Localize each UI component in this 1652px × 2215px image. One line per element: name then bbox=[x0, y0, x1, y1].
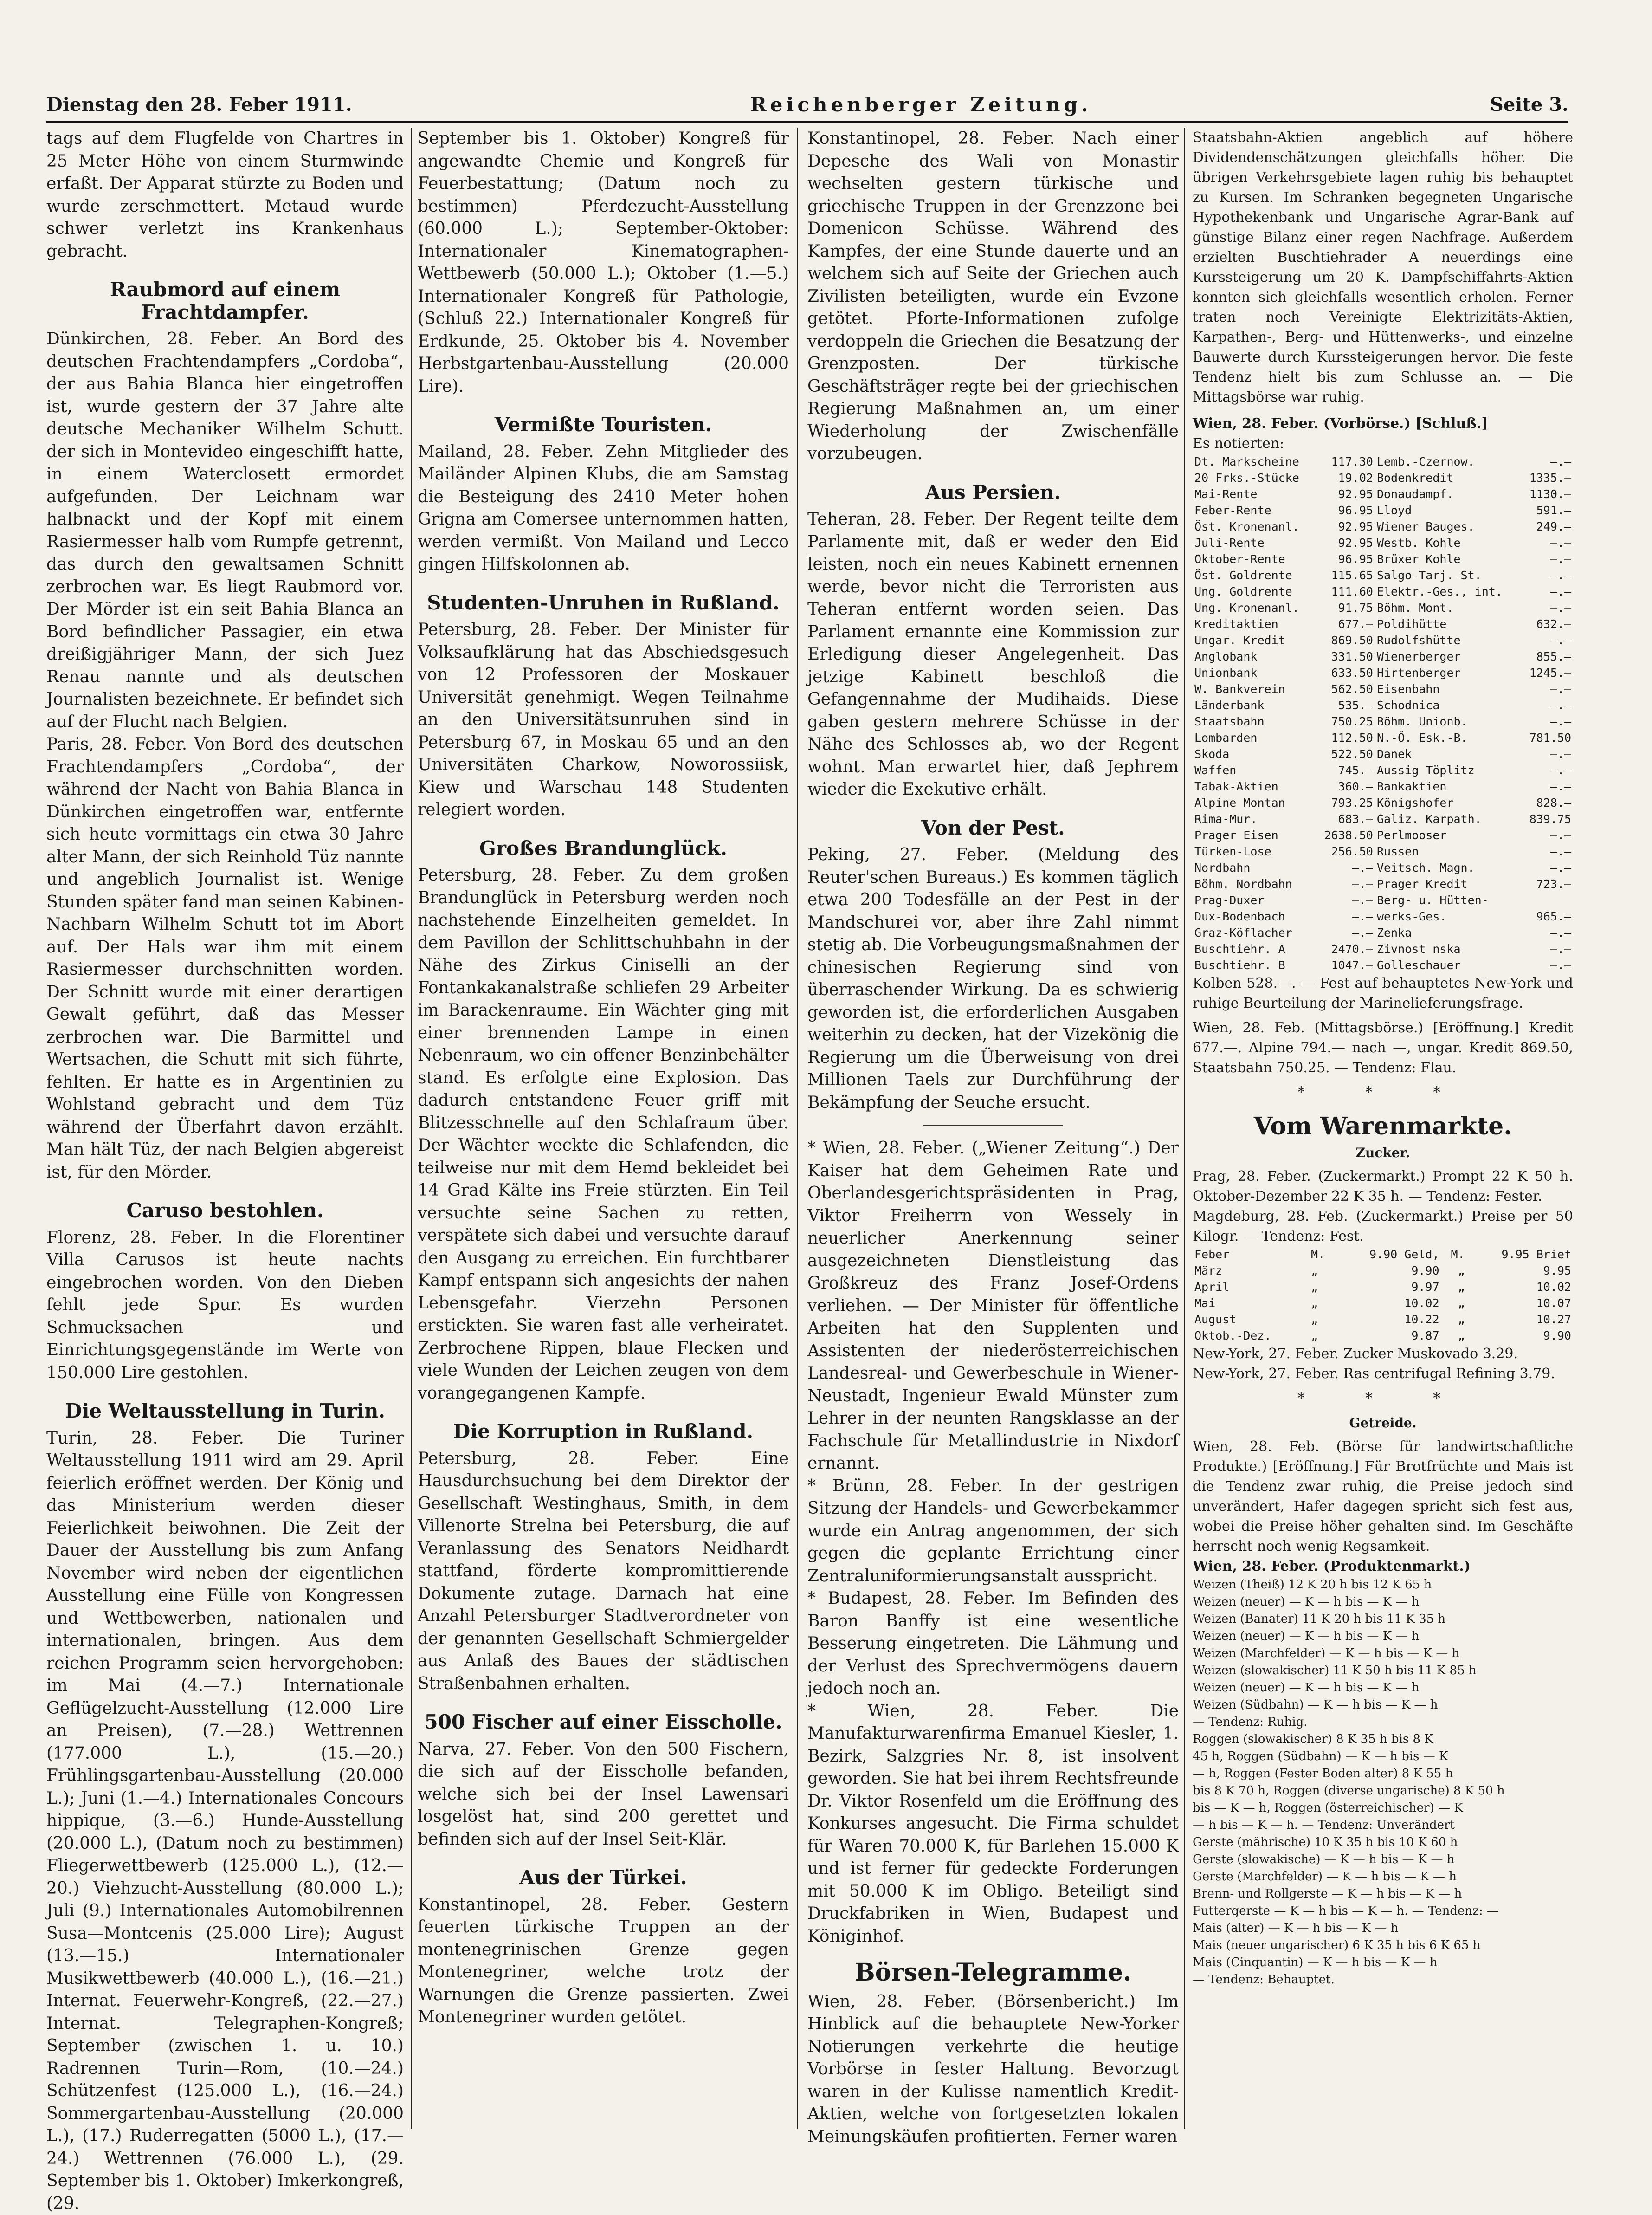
stock-name: Elektr.-Ges., int. bbox=[1375, 583, 1522, 600]
column-2 bbox=[418, 128, 789, 2129]
stock-name: Rudolfshütte bbox=[1375, 632, 1522, 648]
grain-price-line: Weizen (slowakischer) 11 K 50 h bis 11 K 85 h bbox=[1193, 1662, 1573, 1679]
stock-price: 745.— bbox=[1316, 762, 1375, 778]
stock-price: 781.50 bbox=[1522, 730, 1573, 746]
article-paragraph: Wien, 28. Feb. (Börse für landwirtschaftliche Produkte.) [Eröffnung.] Für Brotfrüchte und Mais ist die Tendenz zwar ruhig, die Preise jedoch sind unverändert, Hafer dagegen spricht sich fest aus, wobei die Preise höher gehalten sind. Im Geschäfte herrscht noch wenig Regsamkeit. bbox=[1193, 1437, 1573, 1556]
stock-name: Schodnica bbox=[1375, 697, 1522, 713]
stock-name: Bodenkredit bbox=[1375, 470, 1522, 486]
article-headline: 500 Fischer auf einer Eisscholle. bbox=[418, 1711, 789, 1734]
stock-price: —.— bbox=[1522, 746, 1573, 762]
article-paragraph: Mailand, 28. Feber. Zehn Mitglieder des Mailänder Alpinen Klubs, die am Samstag die Besteigung des 2410 Meter hohen Grigna am Comersee unternommen hatten, werden vermißt. Von Mailand und Lecco gingen Hilfskolonnen ab. bbox=[418, 441, 789, 576]
article-paragraph: Staatsbahn-Aktien angeblich auf höhere Dividendenschätzungen gleichfalls höher. Die übrigen Verkehrsgebiete lagen ruhig bis behauptet zu Kursen. Im Schranken begegneten Ungarische Hypothekenbank und Ungarische Agrar-Bank auf günstige Bilanz einer regen Nachfrage. Außerdem erzielten Buschtiehrader A neuerdings eine Kurssteigerung um 20 K. Dampfschiffahrts-Aktien konnten sich gleichfalls wesentlich erholen. Ferner traten noch Vereinigte Elektrizitäts-Aktien, Karpathen-, Berg- und Hüttenwerks-, und einzelne Bauwerte durch Kurssteigerungen hervor. Die feste Tendenz hielt bis zum Schlusse an. — Die Mittagsbörse war ruhig. bbox=[1193, 128, 1573, 407]
stock-price: —.— bbox=[1522, 843, 1573, 860]
grain-price-line: Weizen (Südbahn) — K — h bis — K — h bbox=[1193, 1697, 1573, 1714]
stock-quote-row bbox=[1193, 470, 1573, 486]
sugar-price-row bbox=[1193, 1246, 1573, 1263]
article-headline: Raubmord auf einem Frachtdampfer. bbox=[46, 278, 404, 324]
stock-name: Donaudampf. bbox=[1375, 486, 1522, 502]
grain-price-line: Weizen (Theiß) 12 K 20 h bis 12 K 65 h bbox=[1193, 1576, 1573, 1593]
stock-price: —.— bbox=[1522, 778, 1573, 795]
grain-price-line: Weizen (neuer) — K — h bis — K — h bbox=[1193, 1628, 1573, 1645]
section-stars: * * * bbox=[1193, 1388, 1573, 1408]
section-rule bbox=[923, 1125, 1063, 1126]
stock-price: 793.25 bbox=[1316, 795, 1375, 811]
grain-price-list bbox=[1193, 1576, 1573, 1988]
article-paragraph: New-York, 27. Feber. Zucker Muskovado 3.29. bbox=[1193, 1344, 1573, 1364]
stock-name: Unionbank bbox=[1193, 665, 1316, 681]
sugar-price-row bbox=[1193, 1263, 1573, 1279]
sugar-price-cell: „ bbox=[1309, 1279, 1335, 1295]
stock-quote-row bbox=[1193, 860, 1573, 876]
sugar-price-cell: 9.90 Geld, bbox=[1335, 1246, 1441, 1263]
stock-price: —.— bbox=[1522, 583, 1573, 600]
article-paragraph: Peking, 27. Feber. (Meldung des Reuter'schen Bureaus.) Es kommen täglich etwa 200 Todesfälle an der Pest in der Mandschurei vor, aber ihre Zahl nimmt stetig ab. Die Vorbeugungsmaßnahmen der chinesischen Regierung sind von überraschender Wirkung. Da es schwierig geworden ist, die erforderlichen Ausgaben weiterhin zu decken, hat der Vizekönig die Regierung um die Überweisung von drei Millionen Taels zur Durchführung der Bekämpfung der Seuche ersucht. bbox=[807, 844, 1179, 1114]
masthead-page-number: Seite 3. bbox=[1490, 94, 1568, 116]
grain-price-line: Gerste (Marchfelder) — K — h bis — K — h bbox=[1193, 1868, 1573, 1885]
column-4 bbox=[1193, 128, 1573, 2129]
subsection-title: Getreide. bbox=[1193, 1413, 1573, 1433]
stock-quote-row bbox=[1193, 632, 1573, 648]
stock-name: Prager Eisen bbox=[1193, 827, 1316, 843]
grain-price-line: bis 8 K 70 h, Roggen (diverse ungarische) 8 K 50 h bbox=[1193, 1782, 1573, 1800]
stock-table-heading: Wien, 28. Feber. (Vorbörse.) [Schluß.] bbox=[1193, 414, 1573, 434]
stock-name: Lombarden bbox=[1193, 730, 1316, 746]
stock-price: 115.65 bbox=[1316, 567, 1375, 583]
stock-price: 92.95 bbox=[1316, 518, 1375, 535]
stock-price bbox=[1522, 892, 1573, 908]
article-paragraph: Kolben 528.—. — Fest auf behauptetes New-York und ruhige Beurteilung der Marinelieferungsfrage. bbox=[1193, 973, 1573, 1013]
stock-quote-row bbox=[1193, 567, 1573, 583]
stock-quote-row bbox=[1193, 843, 1573, 860]
stock-price: 1335.— bbox=[1522, 470, 1573, 486]
stock-price: —.— bbox=[1316, 892, 1375, 908]
stock-price: —.— bbox=[1522, 567, 1573, 583]
stock-price: 965.— bbox=[1522, 908, 1573, 925]
stock-name: Tabak-Aktien bbox=[1193, 778, 1316, 795]
stock-name: Kreditaktien bbox=[1193, 616, 1316, 632]
stock-price: 92.95 bbox=[1316, 535, 1375, 551]
stock-name: Ung. Goldrente bbox=[1193, 583, 1316, 600]
stock-name: Veitsch. Magn. bbox=[1375, 860, 1522, 876]
stock-price: 331.50 bbox=[1316, 648, 1375, 665]
column-1 bbox=[46, 128, 404, 2129]
sugar-price-cell: M. bbox=[1309, 1246, 1335, 1263]
stock-name: Russen bbox=[1375, 843, 1522, 860]
stock-name: Böhm. Unionb. bbox=[1375, 713, 1522, 730]
stock-quote-row bbox=[1193, 681, 1573, 697]
stock-name: Bankaktien bbox=[1375, 778, 1522, 795]
article-paragraph: Dünkirchen, 28. Feber. An Bord des deutschen Frachtendampfers „Cordoba“, der aus Bahia Blanca hier eingetroffen ist, wurde gestern der 37 Jahre alte deutsche Mechaniker Wilhelm Schutt. der sich in Montevideo eingeschifft hatte, in einem Waterclosett ermordet aufgefunden. Der Leichnam war halbnackt und der Kopf mit einem Rasiermesser halb vom Rumpfe getrennt, das durch den gewaltsamen Schnitt zerbrochen war. Es liegt Raubmord vor. Der Mörder ist ein seit Bahia Blanca an Bord befindlicher Passagier, ein etwa dreißigjähriger Mann, der sich Juez Renau nannte und als deutschen Journalisten bezeichnete. Er befindet sich auf der Flucht nach Belgien. bbox=[46, 328, 404, 733]
section-stars: * * * bbox=[1193, 1082, 1573, 1102]
article-paragraph: September bis 1. Oktober) Kongreß für angewandte Chemie und Kongreß für Feuerbestattung; (Datum noch zu bestimmen) Pferdezucht-Ausstellung (60.000 L.); September-Oktober: Internationaler Kinematographen-Wettbewerb (50.000 L.); Oktober (1.—5.) Internationaler Kongreß für Pathologie, (Schluß 22.) Internationaler Kongreß für Erdkunde, 25. Oktober bis 4. November Herbstgartenbau-Ausstellung (20.000 Lire). bbox=[418, 128, 789, 398]
grain-price-line: Brenn- und Rollgerste — K — h bis — K — h bbox=[1193, 1885, 1573, 1903]
sugar-price-cell: 10.27 bbox=[1467, 1311, 1573, 1328]
stock-name: Perlmooser bbox=[1375, 827, 1522, 843]
stock-quote-row bbox=[1193, 762, 1573, 778]
stock-quote-row bbox=[1193, 551, 1573, 567]
stock-quote-row bbox=[1193, 665, 1573, 681]
grain-price-line: Gerste (slowakische) — K — h bis — K — h bbox=[1193, 1851, 1573, 1868]
stock-price: 92.95 bbox=[1316, 486, 1375, 502]
stock-name: Galiz. Karpath. bbox=[1375, 811, 1522, 827]
article-paragraph: Teheran, 28. Feber. Der Regent teilte dem Parlamente mit, daß er weder den Eid leisten, noch ein neues Kabinett ernennen werde, bevor nicht die Terroristen aus Teheran entfernt worden seien. Das Parlament ernannte eine Kommission zur Erledigung dieser Angelegenheit. Das jetzige Kabinett beschloß die Gefangennahme der Mudihaids. Diese gaben gestern mehrere Schüsse in der Nähe des Schlosses ab, wo der Regent wohnt. Man erwartet hier, daß Jephrem wieder die Exekutive erhält. bbox=[807, 508, 1179, 801]
article-paragraph: Paris, 28. Feber. Von Bord des deutschen Frachtendampfers „Cordoba“, der während der Nacht von Bahia Blanca in Dünkirchen eingetroffen war, entfernte sich heute vormittags ein etwa 30 Jahre alter Mann, der sich Reinhold Tüz nannte und angeblich Journalist ist. Wenige Stunden später fand man seinen Kabinen-Nachbarn Wilhelm Schutt tot im Abort auf. Der Hals war ihm mit einem Rasiermesser durchschnitten worden. Der Schnitt wurde mit einer derartigen Gewalt geführt, daß das Messer zerbrochen war. Die Barmittel und Wertsachen, die Schutt mit sich führte, fehlten. Er hatte es in Argentinien zu Wohlstand gebracht und dem Tüz während der Überfahrt davon erzählt. Man hält Tüz, der nach Belgien abgereist ist, für den Mörder. bbox=[46, 733, 404, 1184]
sugar-price-cell: „ bbox=[1441, 1328, 1467, 1344]
sugar-price-cell: April bbox=[1193, 1279, 1309, 1295]
stock-name: Nordbahn bbox=[1193, 860, 1316, 876]
article-paragraph: Konstantinopel, 28. Feber. Nach einer Depesche des Wali von Monastir wechselten gestern türkische und griechische Truppen in der Grenzzone bei Domenicon Schüsse. Während des Kampfes, der eine Stunde dauerte und an welchem sich auf Seite der Griechen auch Zivilisten beteiligten, wurde ein Evzone getötet. Pforte-Informationen zufolge verdoppeln die Griechen die Besatzung der Grenzposten. Der türkische Geschäftsträger regte bei der griechischen Regierung Maßnahmen an, um einer Wiederholung der Zwischenfälle vorzubeugen. bbox=[807, 128, 1179, 466]
article-paragraph: New-York, 27. Feber. Ras centrifugal Refining 3.79. bbox=[1193, 1364, 1573, 1384]
stock-price: 855.— bbox=[1522, 648, 1573, 665]
masthead-date: Dienstag den 28. Feber 1911. bbox=[46, 94, 352, 116]
column-divider bbox=[1184, 128, 1185, 2129]
stock-quote-row bbox=[1193, 730, 1573, 746]
stock-name: Prager Kredit bbox=[1375, 876, 1522, 892]
stock-quote-row bbox=[1193, 583, 1573, 600]
stock-name: Buschtiehr. A bbox=[1193, 941, 1316, 957]
stock-name: Westb. Kohle bbox=[1375, 535, 1522, 551]
stock-price: —.— bbox=[1522, 551, 1573, 567]
stock-name: Buschtiehr. B bbox=[1193, 957, 1316, 973]
stock-quote-row bbox=[1193, 925, 1573, 941]
stock-price: 1245.— bbox=[1522, 665, 1573, 681]
stock-name: Staatsbahn bbox=[1193, 713, 1316, 730]
stock-price: 249.— bbox=[1522, 518, 1573, 535]
grain-price-line: Mais (alter) — K — h bis — K — h bbox=[1193, 1920, 1573, 1937]
stock-price: 256.50 bbox=[1316, 843, 1375, 860]
stock-quote-row bbox=[1193, 616, 1573, 632]
stock-name: Juli-Rente bbox=[1193, 535, 1316, 551]
sugar-price-cell: „ bbox=[1309, 1311, 1335, 1328]
stock-quote-row bbox=[1193, 876, 1573, 892]
article-headline: Die Weltausstellung in Turin. bbox=[46, 1400, 404, 1423]
stock-price: —.— bbox=[1522, 941, 1573, 957]
sugar-price-cell: „ bbox=[1441, 1311, 1467, 1328]
stock-price: 522.50 bbox=[1316, 746, 1375, 762]
stock-name: Wiener Bauges. bbox=[1375, 518, 1522, 535]
stock-quote-row bbox=[1193, 811, 1573, 827]
sugar-price-cell: „ bbox=[1441, 1295, 1467, 1311]
article-paragraph: Petersburg, 28. Feber. Eine Hausdurchsuchung bei dem Direktor der Gesellschaft Westinghaus, Smith, in dem Villenorte Strelna bei Petersburg, die auf Veranlassung des Senators Neidhardt stattfand, förderte kompromittierende Dokumente zutage. Darnach hat eine Anzahl Petersburger Stadtverordneter von der genannten Gesellschaft Schmiergelder aus Anlaß des Baues der städtischen Straßenbahnen erhalten. bbox=[418, 1448, 789, 1696]
stock-price: —.— bbox=[1522, 535, 1573, 551]
sugar-price-cell: „ bbox=[1309, 1263, 1335, 1279]
stock-price: 839.75 bbox=[1522, 811, 1573, 827]
grain-price-line: Weizen (Marchfelder) — K — h bis — K — h bbox=[1193, 1645, 1573, 1662]
stock-price: 91.75 bbox=[1316, 600, 1375, 616]
stock-name: Ung. Kronenanl. bbox=[1193, 600, 1316, 616]
stock-name: Oktober-Rente bbox=[1193, 551, 1316, 567]
stock-price: 750.25 bbox=[1316, 713, 1375, 730]
stock-quote-row bbox=[1193, 697, 1573, 713]
article-paragraph: Petersburg, 28. Feber. Zu dem großen Brandunglück in Petersburg werden noch nachstehende Einzelheiten gemeldet. In dem Pavillon der Schlittschuhbahn in der Nähe des Zirkus Ciniselli an der Fontankakanalstraße schliefen 29 Arbeiter im Barackenraume. Ein Wächter ging mit einer brennenden Lampe in einen Nebenraum, wo ein offener Benzinbehälter stand. Es erfolgte eine Explosion. Das dadurch entstandene Feuer griff mit Blitzesschnelle auf den Schlafraum über. Der Wächter weckte die Schlafenden, die teilweise nur mit dem Hemd bekleidet bei 14 Grad Kälte ins Freie stürzten. Ein Teil versuchte seine Sachen zu retten, verspätete sich dabei und versuchte darauf den Ausgang zu erreichen. Ein furchtbarer Kampf entspann sich angesichts der nahen Lebensgefahr. Vierzehn Personen erstickten. Sie waren fast alle verheiratet. Zerbrochene Rippen, blaue Flecken und viele Wunden der Leichen zeugen von dem vorangegangenen Kampfe. bbox=[418, 864, 789, 1405]
stock-quote-row bbox=[1193, 486, 1573, 502]
article-headline: Aus Persien. bbox=[807, 481, 1179, 504]
section-headline: Börsen-Telegramme. bbox=[807, 1962, 1179, 1984]
sugar-price-row bbox=[1193, 1295, 1573, 1311]
stock-quote-row bbox=[1193, 502, 1573, 518]
grain-price-line: Futtergerste — K — h bis — K — h. — Tendenz: — bbox=[1193, 1903, 1573, 1920]
stock-quote-row bbox=[1193, 892, 1573, 908]
stock-quote-row bbox=[1193, 908, 1573, 925]
sugar-price-cell: „ bbox=[1309, 1328, 1335, 1344]
stock-price: 828.— bbox=[1522, 795, 1573, 811]
stock-name: Feber-Rente bbox=[1193, 502, 1316, 518]
grain-price-line: Weizen (neuer) — K — h bis — K — h bbox=[1193, 1593, 1573, 1611]
sugar-price-row bbox=[1193, 1311, 1573, 1328]
article-paragraph: tags auf dem Flugfelde von Chartres in 25 Meter Höhe von einem Sturmwinde erfaßt. Der Apparat stürzte zu Boden und wurde zerschmettert. Metaud wurde schwer verletzt ins Krankenhaus gebracht. bbox=[46, 128, 404, 263]
stock-price: —.— bbox=[1522, 600, 1573, 616]
stock-price: 360.— bbox=[1316, 778, 1375, 795]
grain-price-line: Weizen (neuer) — K — h bis — K — h bbox=[1193, 1679, 1573, 1697]
stock-price: —.— bbox=[1522, 632, 1573, 648]
article-headline: Aus der Türkei. bbox=[418, 1866, 789, 1889]
stock-name: werks-Ges. bbox=[1375, 908, 1522, 925]
stock-price: 869.50 bbox=[1316, 632, 1375, 648]
article-paragraph: Prag, 28. Feber. (Zuckermarkt.) Prompt 22 K 50 h. Oktober-Dezember 22 K 35 h. — Tendenz: Fester. bbox=[1193, 1166, 1573, 1206]
grain-price-line: bis — K — h, Roggen (österreichischer) — K bbox=[1193, 1800, 1573, 1817]
sugar-price-cell: 10.02 bbox=[1467, 1279, 1573, 1295]
grain-price-line: — h, Roggen (Fester Boden alter) 8 K 55 h bbox=[1193, 1765, 1573, 1782]
stock-name: Lloyd bbox=[1375, 502, 1522, 518]
article-paragraph: Petersburg, 28. Feber. Der Minister für Volksaufklärung hat das Abschiedsgesuch von 12 Professoren der Moskauer Universität genehmigt. Wegen Teilnahme an den Universitätsunruhen sind in Petersburg 67, in Moskau 65 und an den Universitäten Charkow, Noworossiisk, Kiew und Warschau 148 Studenten relegiert worden. bbox=[418, 619, 789, 822]
stock-price: —.— bbox=[1522, 827, 1573, 843]
stock-table-subheading: Es notierten: bbox=[1193, 434, 1573, 453]
stock-price: 683.— bbox=[1316, 811, 1375, 827]
subsection-title: Zucker. bbox=[1193, 1143, 1573, 1163]
stock-name: Böhm. Mont. bbox=[1375, 600, 1522, 616]
sugar-price-cell: 10.02 bbox=[1335, 1295, 1441, 1311]
stock-quote-row bbox=[1193, 746, 1573, 762]
stock-name: Waffen bbox=[1193, 762, 1316, 778]
stock-name: Böhm. Nordbahn bbox=[1193, 876, 1316, 892]
stock-price: —.— bbox=[1316, 925, 1375, 941]
stock-quote-row bbox=[1193, 827, 1573, 843]
stock-price: 591.— bbox=[1522, 502, 1573, 518]
stock-price: 562.50 bbox=[1316, 681, 1375, 697]
grain-price-line: — h bis — K — h. — Tendenz: Unverändert bbox=[1193, 1817, 1573, 1834]
stock-price: 19.02 bbox=[1316, 470, 1375, 486]
market-heading: Wien, 28. Feber. (Produktenmarkt.) bbox=[1193, 1556, 1573, 1576]
sugar-price-cell: Mai bbox=[1193, 1295, 1309, 1311]
stock-name: Poldihütte bbox=[1375, 616, 1522, 632]
stock-quote-row bbox=[1193, 600, 1573, 616]
sugar-price-table bbox=[1193, 1246, 1573, 1344]
article-paragraph: * Wien, 28. Feber. Die Manufakturwarenfirma Emanuel Kiesler, 1. Bezirk, Salzgries Nr. 8, ist insolvent geworden. Sie hat bei ihrem Rechtsfreunde Dr. Viktor Rosenfeld um die Eröffnung des Konkurses angesucht. Die Firma schuldet für Waren 70.000 K, für Barlehen 15.000 K und ist ferner für gedeckte Forderungen mit 50.000 K im Obligo. Beteiligt sind Druckfabriken in Wien, Budapest und Königinhof. bbox=[807, 1700, 1179, 1948]
stock-name: Öst. Kronenanl. bbox=[1193, 518, 1316, 535]
sugar-price-cell: 9.87 bbox=[1335, 1328, 1441, 1344]
stock-quote-row bbox=[1193, 453, 1573, 470]
stock-price: 2470.— bbox=[1316, 941, 1375, 957]
stock-quote-row bbox=[1193, 518, 1573, 535]
stock-name: Golleschauer bbox=[1375, 957, 1522, 973]
stock-price: 96.95 bbox=[1316, 551, 1375, 567]
stock-name: Zivnost nska bbox=[1375, 941, 1522, 957]
grain-price-line: Gerste (mährische) 10 K 35 h bis 10 K 60 h bbox=[1193, 1834, 1573, 1851]
stock-price: 1130.— bbox=[1522, 486, 1573, 502]
stock-name: Berg- u. Hütten- bbox=[1375, 892, 1522, 908]
stock-name: Dux-Bodenbach bbox=[1193, 908, 1316, 925]
stock-price: —.— bbox=[1316, 860, 1375, 876]
article-paragraph: Magdeburg, 28. Feb. (Zuckermarkt.) Preise per 50 Kilogr. — Tendenz: Fest. bbox=[1193, 1206, 1573, 1246]
article-headline: Die Korruption in Rußland. bbox=[418, 1420, 789, 1443]
article-headline: Caruso bestohlen. bbox=[46, 1199, 404, 1222]
stock-name: Zenka bbox=[1375, 925, 1522, 941]
grain-price-line: — Tendenz: Behauptet. bbox=[1193, 1971, 1573, 1988]
column-divider bbox=[797, 128, 798, 2129]
stock-price: 117.30 bbox=[1316, 453, 1375, 470]
stock-quote-row bbox=[1193, 778, 1573, 795]
stock-quote-row bbox=[1193, 648, 1573, 665]
stock-name: Länderbank bbox=[1193, 697, 1316, 713]
stock-price: —.— bbox=[1522, 681, 1573, 697]
article-paragraph: * Wien, 28. Feber. („Wiener Zeitung“.) Der Kaiser hat dem Geheimen Rate und Oberlandesgerichtspräsidenten in Prag, Viktor Freiherrn von Wessely in neuerlicher Anerkennung seiner ausgezeichneten Dienstleistung das Großkreuz des Franz Josef-Ordens verliehen. — Der Minister für öffentliche Arbeiten hat den Supplenten und Assistenten der niederösterreichischen Landesreal- und Gewerbeschule in Wiener-Neustadt, Ingenieur Ewald Münster zum Lehrer in der neunten Rangsklasse an der Fachschule für Metallindustrie in Nixdorf ernannt. bbox=[807, 1137, 1179, 1475]
article-paragraph: Wien, 28. Feber. (Börsenbericht.) Im Hinblick auf die behauptete New-Yorker Notierungen verkehrte die heutige Vorbörse in fester Haltung. Bevorzugt waren in der Kulisse namentlich Kredit-Aktien, welche von fortgesetzten lokalen Meinungskäufen profitierten. Ferner waren bbox=[807, 1991, 1179, 2149]
grain-price-line: Weizen (Banater) 11 K 20 h bis 11 K 35 h bbox=[1193, 1611, 1573, 1628]
sugar-price-cell: 9.90 bbox=[1335, 1263, 1441, 1279]
article-headline: Großes Brandunglück. bbox=[418, 837, 789, 860]
sugar-price-cell: „ bbox=[1441, 1263, 1467, 1279]
masthead bbox=[46, 88, 1568, 123]
stock-price: 632.— bbox=[1522, 616, 1573, 632]
stock-name: Anglobank bbox=[1193, 648, 1316, 665]
stock-price: 96.95 bbox=[1316, 502, 1375, 518]
sugar-price-cell: 10.07 bbox=[1467, 1295, 1573, 1311]
stock-price: —.— bbox=[1522, 697, 1573, 713]
column-divider bbox=[411, 128, 412, 2129]
article-paragraph: Wien, 28. Feb. (Mittagsbörse.) [Eröffnung.] Kredit 677.—. Alpine 794.— nach —, ungar. Kredit 869.50, Staatsbahn 750.25. — Tendenz: Flau. bbox=[1193, 1018, 1573, 1078]
stock-price: 1047.— bbox=[1316, 957, 1375, 973]
stock-name: Aussig Töplitz bbox=[1375, 762, 1522, 778]
stock-price: 112.50 bbox=[1316, 730, 1375, 746]
column-3 bbox=[807, 128, 1179, 2129]
article-headline: Von der Pest. bbox=[807, 817, 1179, 840]
stock-price: —.— bbox=[1522, 957, 1573, 973]
stock-quote-row bbox=[1193, 795, 1573, 811]
stock-name: Dt. Markscheine bbox=[1193, 453, 1316, 470]
sugar-price-cell: M. bbox=[1441, 1246, 1467, 1263]
stock-price: 723.— bbox=[1522, 876, 1573, 892]
stock-quote-row bbox=[1193, 957, 1573, 973]
sugar-price-cell: März bbox=[1193, 1263, 1309, 1279]
sugar-price-cell: 9.95 Brief bbox=[1467, 1246, 1573, 1263]
article-paragraph: * Budapest, 28. Feber. Im Befinden des Baron Banffy ist eine wesentliche Besserung eingetreten. Die Lähmung und der Verlust des Sprechvermögens dauern jedoch noch an. bbox=[807, 1587, 1179, 1700]
stock-price: —.— bbox=[1316, 908, 1375, 925]
stock-name: Danek bbox=[1375, 746, 1522, 762]
stock-name: Königshofer bbox=[1375, 795, 1522, 811]
stock-name: Salgo-Tarj.-St. bbox=[1375, 567, 1522, 583]
sugar-price-cell: 9.95 bbox=[1467, 1263, 1573, 1279]
sugar-price-cell: 9.97 bbox=[1335, 1279, 1441, 1295]
sugar-price-cell: August bbox=[1193, 1311, 1309, 1328]
article-paragraph: * Brünn, 28. Feber. In der gestrigen Sitzung der Handels- und Gewerbekammer wurde ein Antrag angenommen, der sich gegen die geplante Errichtung einer Zentraluniformierungsanstalt ausspricht. bbox=[807, 1475, 1179, 1588]
article-headline: Studenten-Unruhen in Rußland. bbox=[418, 592, 789, 615]
stock-name: Graz-Köflacher bbox=[1193, 925, 1316, 941]
sugar-price-row bbox=[1193, 1279, 1573, 1295]
stock-name: Lemb.-Czernow. bbox=[1375, 453, 1522, 470]
stock-price: 535.— bbox=[1316, 697, 1375, 713]
stock-name: Ungar. Kredit bbox=[1193, 632, 1316, 648]
stock-name: Alpine Montan bbox=[1193, 795, 1316, 811]
stock-name: Skoda bbox=[1193, 746, 1316, 762]
stock-name: Eisenbahn bbox=[1375, 681, 1522, 697]
sugar-price-cell: 10.22 bbox=[1335, 1311, 1441, 1328]
stock-name: Hirtenberger bbox=[1375, 665, 1522, 681]
stock-price: —.— bbox=[1522, 925, 1573, 941]
stock-quote-table bbox=[1193, 453, 1573, 973]
stock-name: Mai-Rente bbox=[1193, 486, 1316, 502]
article-paragraph: Turin, 28. Feber. Die Turiner Weltausstellung 1911 wird am 29. April feierlich eröffnet werden. Der König und das Ministerium werden dieser Feierlichkeit beiwohnen. Die Zeit der Dauer der Ausstellung bis zum Anfang November wird neben der eigentlichen Ausstellung eine Fülle von Kongressen und Wettbewerben, nationalen und internationalen, bringen. Aus dem reichen Programm seien hervorgehoben: im Mai (4.—7.) Internationale Geflügelzucht-Ausstellung (12.000 Lire an Preisen), (7.—28.) Wettrennen (177.000 L.), (15.—20.) Frühlingsgartenbau-Ausstellung (20.000 L.); Juni (1.—4.) Internationales Concours hippique, (3.—6.) Hunde-Ausstellung (20.000 L.), (Datum noch zu bestimmen) Fliegerwettbewerb (125.000 L.), (12.—20.) Viehzucht-Ausstellung (80.000 L.); Juli (9.) Internationales Automobilrennen Susa—Montcenis (25.000 Lire); August (13.—15.) Internationaler Musikwettbewerb (40.000 L.), (16.—21.) Internat. Feuerwehr-Kongreß, (22.—27.) Internat. Telegraphen-Kongreß; September (zwischen 1. u. 10.) Radrennen Turin—Rom, (10.—24.) Schützenfest (125.000 L.), (16.—24.) Sommergartenbau-Ausstellung (20.000 L.), (17.) Ruderregatten (5000 L.), (17.—24.) Wettrennen (76.000 L.), (29. September bis 1. Oktober) Imkerkongreß, (29. bbox=[46, 1427, 404, 2215]
sugar-price-cell: „ bbox=[1309, 1295, 1335, 1311]
stock-price: —.— bbox=[1522, 713, 1573, 730]
stock-price: 677.— bbox=[1316, 616, 1375, 632]
sugar-price-cell: Oktob.-Dez. bbox=[1193, 1328, 1309, 1344]
stock-name: Rima-Mur. bbox=[1193, 811, 1316, 827]
section-headline: Vom Warenmarkte. bbox=[1193, 1116, 1573, 1136]
sugar-price-cell: „ bbox=[1441, 1279, 1467, 1295]
sugar-price-row bbox=[1193, 1328, 1573, 1344]
stock-quote-row bbox=[1193, 713, 1573, 730]
sugar-price-cell: 9.90 bbox=[1467, 1328, 1573, 1344]
stock-price: —.— bbox=[1522, 762, 1573, 778]
stock-quote-row bbox=[1193, 535, 1573, 551]
stock-price: —.— bbox=[1522, 860, 1573, 876]
article-paragraph: Narva, 27. Feber. Von den 500 Fischern, die sich auf der Eisscholle befanden, welche sich bei der Insel Lawensari losgelöst hat, sind 200 gerettet und befinden sich auf der Insel Seit-Klär. bbox=[418, 1738, 789, 1851]
stock-name: Prag-Duxer bbox=[1193, 892, 1316, 908]
stock-name: W. Bankverein bbox=[1193, 681, 1316, 697]
stock-price: 2638.50 bbox=[1316, 827, 1375, 843]
stock-name: Wienerberger bbox=[1375, 648, 1522, 665]
stock-quote-row bbox=[1193, 941, 1573, 957]
grain-price-line: Mais (neuer ungarischer) 6 K 35 h bis 6 K 65 h bbox=[1193, 1937, 1573, 1954]
stock-name: 20 Frks.-Stücke bbox=[1193, 470, 1316, 486]
article-paragraph: Florenz, 28. Feber. In die Florentiner Villa Carusos ist heute nachts eingebrochen worden. Von den Dieben fehlt jede Spur. Es wurden Schmucksachen und Einrichtungsgegenstände im Werte von 150.000 Lire gestohlen. bbox=[46, 1227, 404, 1385]
grain-price-line: Roggen (slowakischer) 8 K 35 h bis 8 K bbox=[1193, 1731, 1573, 1748]
stock-price: 111.60 bbox=[1316, 583, 1375, 600]
grain-price-line: 45 h, Roggen (Südbahn) — K — h bis — K bbox=[1193, 1748, 1573, 1765]
stock-price: —.— bbox=[1316, 876, 1375, 892]
grain-price-line: — Tendenz: Ruhig. bbox=[1193, 1714, 1573, 1731]
article-headline: Vermißte Touristen. bbox=[418, 414, 789, 436]
stock-name: N.-Ö. Esk.-B. bbox=[1375, 730, 1522, 746]
masthead-title: Reichenberger Zeitung. bbox=[750, 93, 1092, 116]
grain-price-line: Mais (Cinquantin) — K — h bis — K — h bbox=[1193, 1954, 1573, 1971]
stock-name: Öst. Goldrente bbox=[1193, 567, 1316, 583]
article-paragraph: Konstantinopel, 28. Feber. Gestern feuerten türkische Truppen an der montenegrinischen Grenze gegen Montenegriner, welche trotz der Warnungen die Grenze passierten. Zwei Montenegriner wurden getötet. bbox=[418, 1894, 789, 2029]
sugar-price-cell: Feber bbox=[1193, 1246, 1309, 1263]
stock-name: Türken-Lose bbox=[1193, 843, 1316, 860]
stock-price: —.— bbox=[1522, 453, 1573, 470]
stock-price: 633.50 bbox=[1316, 665, 1375, 681]
stock-name: Brüxer Kohle bbox=[1375, 551, 1522, 567]
